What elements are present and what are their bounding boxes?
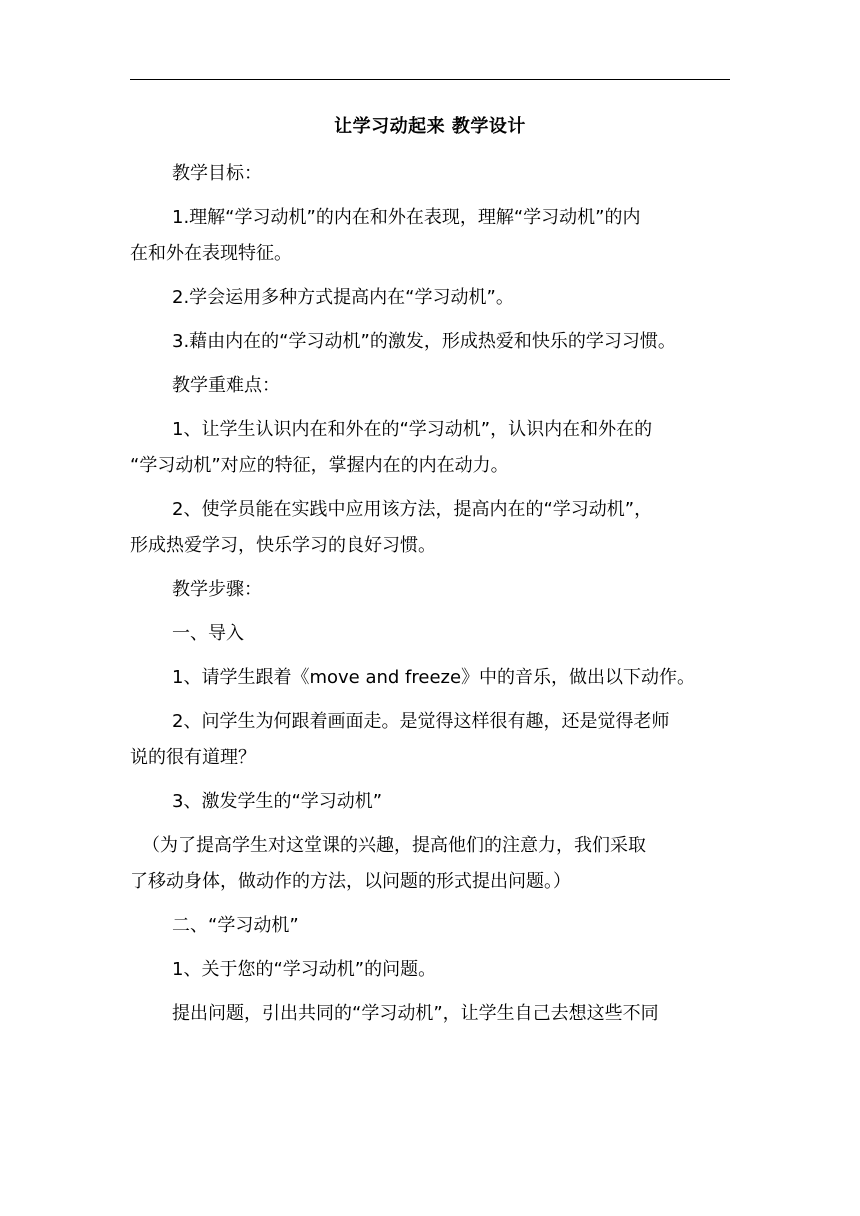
paragraph-section-2-heading: [130, 908, 742, 944]
paragraph-step-1-note: [130, 828, 742, 900]
paragraph-step-1-3: [130, 784, 742, 820]
paragraph-line: 3.藉由内在的“学习动机”的激发，形成热爱和快乐的学习习惯。: [172, 331, 676, 352]
paragraph-steps-heading: [130, 572, 742, 608]
paragraph-step-2-1-detail: [130, 996, 742, 1032]
paragraph-line: 教学重难点：: [172, 375, 280, 396]
paragraph-line: 二、“学习动机”: [172, 915, 299, 936]
paragraph-key-point-2: [130, 492, 742, 564]
paragraph-step-2-1: [130, 952, 742, 988]
paragraph-key-point-1: [130, 412, 742, 484]
header-rule: [130, 79, 730, 80]
document-title: 让学习动起来 教学设计: [334, 116, 526, 137]
paragraph-line: 说的很有道理？: [130, 747, 256, 768]
document-body: [130, 156, 742, 1040]
paragraph-line: 形成热爱学习，快乐学习的良好习惯。: [130, 535, 436, 556]
paragraph-line: （为了提高学生对这堂课的兴趣，提高他们的注意力，我们采取: [142, 835, 646, 856]
paragraph-line: “学习动机”对应的特征，掌握内在的内在动力。: [130, 455, 509, 476]
paragraph-line: 2、问学生为何跟着画面走。是觉得这样很有趣，还是觉得老师: [172, 711, 670, 732]
paragraph-line: 一、导入: [172, 623, 244, 644]
paragraph-line: 1、请学生跟着《move and freeze》中的音乐，做出以下动作。: [172, 667, 696, 688]
paragraph-objective-2: [130, 280, 742, 316]
paragraph-line: 在和外在表现特征。: [130, 243, 292, 264]
paragraph-step-1-1: [130, 660, 742, 696]
paragraph-line: 2.学会运用多种方式提高内在“学习动机”。: [172, 287, 514, 308]
paragraph-line: 教学目标：: [172, 163, 262, 184]
paragraph-line: 提出问题，引出共同的“学习动机”，让学生自己去想这些不同: [172, 1003, 659, 1024]
paragraph-line: 1.理解“学习动机”的内在和外在表现，理解“学习动机”的内: [172, 207, 641, 228]
paragraph-line: 1、让学生认识内在和外在的“学习动机”，认识内在和外在的: [172, 419, 653, 440]
paragraph-line: 2、使学员能在实践中应用该方法，提高内在的“学习动机”，: [172, 499, 653, 520]
paragraph-key-points-heading: [130, 368, 742, 404]
paragraph-line: 3、激发学生的“学习动机”: [172, 791, 383, 812]
paragraph-line: 1、关于您的“学习动机”的问题。: [172, 959, 437, 980]
paragraph-objective-3: [130, 324, 742, 360]
paragraph-objectives-heading: [130, 156, 742, 192]
paragraph-step-1-2: [130, 704, 742, 776]
paragraph-objective-1: [130, 200, 742, 272]
paragraph-section-1-heading: [130, 616, 742, 652]
paragraph-line: 教学步骤：: [172, 579, 262, 600]
paragraph-line: 了移动身体，做动作的方法，以问题的形式提出问题。）: [130, 871, 571, 892]
